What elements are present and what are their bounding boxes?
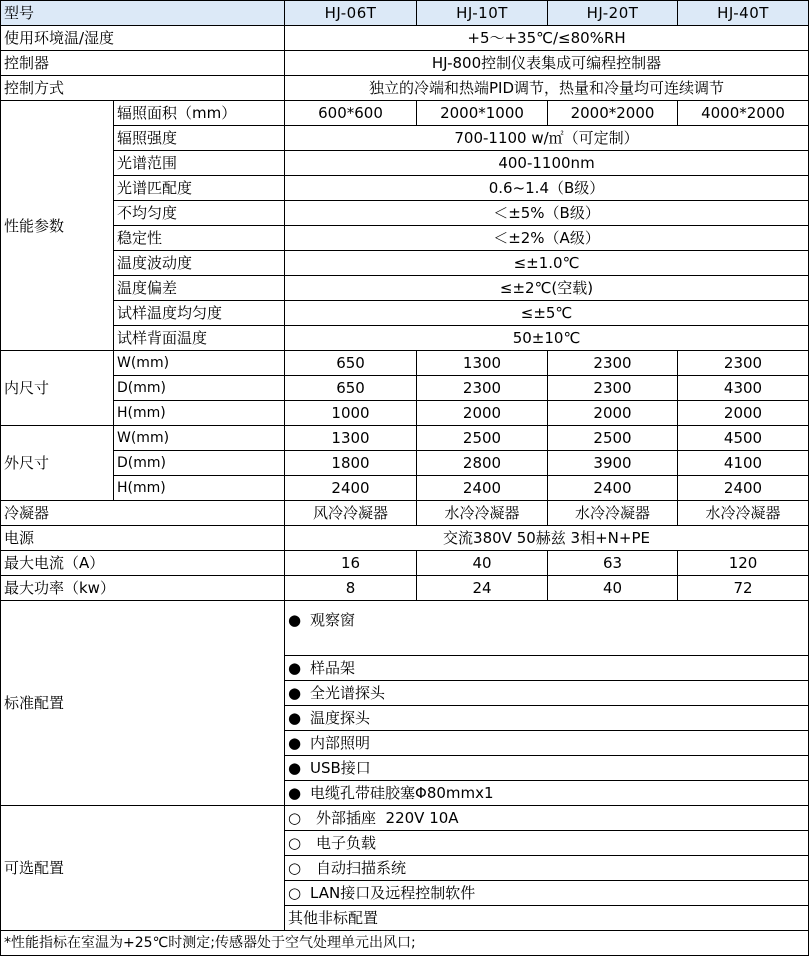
performance-row bbox=[1, 201, 809, 226]
performance-item-value: ≤±1.0℃ bbox=[285, 251, 809, 276]
filled-bullet-icon: ● bbox=[288, 684, 302, 702]
max-power-06t: 8 bbox=[285, 576, 417, 601]
optional-config-text: 外部插座 220V 10A bbox=[316, 809, 459, 827]
standard-config-item bbox=[285, 706, 809, 731]
standard-config-row bbox=[1, 601, 809, 656]
outer-size-row bbox=[1, 426, 809, 451]
dimension-label: W(mm) bbox=[114, 351, 285, 376]
standard-config-text: 温度探头 bbox=[310, 709, 371, 727]
performance-item-value: ≤±2℃(空载) bbox=[285, 276, 809, 301]
performance-item-label: 辐照强度 bbox=[114, 126, 285, 151]
power-supply-label: 电源 bbox=[1, 526, 285, 551]
max-power-10t: 24 bbox=[417, 576, 548, 601]
inner-size-row bbox=[1, 351, 809, 376]
dimension-value: 2400 bbox=[417, 476, 548, 501]
dimension-value: 2800 bbox=[417, 451, 548, 476]
standard-config-item bbox=[285, 781, 809, 806]
control-mode-value: 独立的冷端和热端PID调节，热量和冷量均可连续调节 bbox=[285, 76, 809, 101]
optional-config-item bbox=[285, 856, 809, 881]
standard-config-item bbox=[285, 681, 809, 706]
filled-bullet-icon: ● bbox=[288, 734, 302, 752]
power-supply-row bbox=[1, 526, 809, 551]
performance-item-label: 温度波动度 bbox=[114, 251, 285, 276]
performance-item-value: ＜±2%（A级） bbox=[285, 226, 809, 251]
irradiation-area-row bbox=[1, 101, 809, 126]
model-06t: HJ-06T bbox=[285, 1, 417, 26]
dimension-value: 2300 bbox=[678, 351, 809, 376]
filled-bullet-icon: ● bbox=[288, 709, 302, 727]
performance-item-label: 试样温度均匀度 bbox=[114, 301, 285, 326]
optional-config-item bbox=[285, 831, 809, 856]
dimension-value: 1300 bbox=[417, 351, 548, 376]
max-power-20t: 40 bbox=[548, 576, 678, 601]
dimension-value: 2500 bbox=[417, 426, 548, 451]
performance-item-value: ≤±5℃ bbox=[285, 301, 809, 326]
dimension-value: 2300 bbox=[417, 376, 548, 401]
standard-config-item bbox=[285, 601, 809, 656]
performance-row bbox=[1, 251, 809, 276]
controller-row bbox=[1, 51, 809, 76]
model-20t: HJ-20T bbox=[548, 1, 678, 26]
performance-item-value: 50±10℃ bbox=[285, 326, 809, 351]
dimension-value: 2500 bbox=[548, 426, 678, 451]
model-label: 型号 bbox=[1, 1, 285, 26]
env-row bbox=[1, 26, 809, 51]
performance-item-label: 光谱范围 bbox=[114, 151, 285, 176]
performance-item-label: 稳定性 bbox=[114, 226, 285, 251]
dimension-value: 2000 bbox=[548, 401, 678, 426]
standard-config-text: USB接口 bbox=[310, 759, 371, 777]
optional-config-item bbox=[285, 806, 809, 831]
performance-item-label: 不均匀度 bbox=[114, 201, 285, 226]
max-current-40t: 120 bbox=[678, 551, 809, 576]
standard-config-text: 观察窗 bbox=[310, 611, 356, 629]
dimension-label: W(mm) bbox=[114, 426, 285, 451]
condenser-06t: 风冷冷凝器 bbox=[285, 501, 417, 526]
max-current-10t: 40 bbox=[417, 551, 548, 576]
performance-item-label: 温度偏差 bbox=[114, 276, 285, 301]
optional-config-row bbox=[1, 806, 809, 831]
condenser-20t: 水冷冷凝器 bbox=[548, 501, 678, 526]
dimension-value: 2400 bbox=[548, 476, 678, 501]
performance-row bbox=[1, 176, 809, 201]
dimension-label: D(mm) bbox=[114, 451, 285, 476]
filled-bullet-icon: ● bbox=[288, 784, 302, 802]
outer-size-label: 外尺寸 bbox=[1, 426, 114, 501]
condenser-label: 冷凝器 bbox=[1, 501, 285, 526]
max-current-06t: 16 bbox=[285, 551, 417, 576]
hollow-bullet-icon: ○ bbox=[288, 884, 302, 902]
model-40t: HJ-40T bbox=[678, 1, 809, 26]
performance-row bbox=[1, 301, 809, 326]
inner-size-row bbox=[1, 401, 809, 426]
outer-size-row bbox=[1, 476, 809, 501]
irradiation-area-40t: 4000*2000 bbox=[678, 101, 809, 126]
dimension-value: 3900 bbox=[548, 451, 678, 476]
dimension-value: 2000 bbox=[678, 401, 809, 426]
performance-item-value: 700-1100 w/㎡（可定制） bbox=[285, 126, 809, 151]
footnote: *性能指标在室温为+25℃时测定;传感器处于空气处理单元出风口; bbox=[1, 931, 809, 956]
dimension-value: 2400 bbox=[285, 476, 417, 501]
env-value: +5～+35℃/≤80%RH bbox=[285, 26, 809, 51]
optional-config-item bbox=[285, 881, 809, 906]
hollow-bullet-icon: ○ bbox=[288, 859, 302, 877]
controller-label: 控制器 bbox=[1, 51, 285, 76]
dimension-value: 4300 bbox=[678, 376, 809, 401]
standard-config-item bbox=[285, 756, 809, 781]
performance-row bbox=[1, 226, 809, 251]
max-power-40t: 72 bbox=[678, 576, 809, 601]
condenser-40t: 水冷冷凝器 bbox=[678, 501, 809, 526]
max-current-row bbox=[1, 551, 809, 576]
optional-config-text: 电子负载 bbox=[316, 834, 377, 852]
outer-size-row bbox=[1, 451, 809, 476]
performance-row bbox=[1, 126, 809, 151]
standard-config-text: 样品架 bbox=[310, 659, 356, 677]
performance-item-label: 光谱匹配度 bbox=[114, 176, 285, 201]
standard-config-label: 标准配置 bbox=[1, 601, 285, 806]
irradiation-area-20t: 2000*2000 bbox=[548, 101, 678, 126]
performance-item-label: 试样背面温度 bbox=[114, 326, 285, 351]
inner-size-label: 内尺寸 bbox=[1, 351, 114, 426]
optional-config-text: 自动扫描系统 bbox=[316, 859, 407, 877]
footnote-row bbox=[1, 931, 809, 956]
max-current-20t: 63 bbox=[548, 551, 678, 576]
dimension-value: 650 bbox=[285, 376, 417, 401]
filled-bullet-icon: ● bbox=[288, 611, 302, 629]
dimension-value: 2000 bbox=[417, 401, 548, 426]
irradiation-area-10t: 2000*1000 bbox=[417, 101, 548, 126]
irradiation-area-06t: 600*600 bbox=[285, 101, 417, 126]
performance-item-value: 0.6~1.4（B级） bbox=[285, 176, 809, 201]
dimension-value: 4100 bbox=[678, 451, 809, 476]
control-mode-row bbox=[1, 76, 809, 101]
performance-row bbox=[1, 326, 809, 351]
inner-size-row bbox=[1, 376, 809, 401]
dimension-value: 4500 bbox=[678, 426, 809, 451]
dimension-value: 650 bbox=[285, 351, 417, 376]
model-10t: HJ-10T bbox=[417, 1, 548, 26]
optional-config-text: LAN接口及远程控制软件 bbox=[310, 884, 476, 902]
standard-config-item bbox=[285, 656, 809, 681]
condenser-row bbox=[1, 501, 809, 526]
dimension-value: 2400 bbox=[678, 476, 809, 501]
max-power-label: 最大功率（kw） bbox=[1, 576, 285, 601]
env-label: 使用环境温/湿度 bbox=[1, 26, 285, 51]
max-power-row bbox=[1, 576, 809, 601]
optional-config-other: 其他非标配置 bbox=[285, 906, 809, 931]
performance-row bbox=[1, 151, 809, 176]
optional-config-label: 可选配置 bbox=[1, 806, 285, 931]
standard-config-text: 电缆孔带硅胶塞Φ80mmx1 bbox=[310, 784, 494, 802]
dimension-label: H(mm) bbox=[114, 476, 285, 501]
dimension-value: 1000 bbox=[285, 401, 417, 426]
filled-bullet-icon: ● bbox=[288, 659, 302, 677]
header-row bbox=[1, 1, 809, 26]
standard-config-text: 内部照明 bbox=[310, 734, 371, 752]
power-supply-value: 交流380V 50赫兹 3相+N+PE bbox=[285, 526, 809, 551]
filled-bullet-icon: ● bbox=[288, 759, 302, 777]
max-current-label: 最大电流（A） bbox=[1, 551, 285, 576]
dimension-label: H(mm) bbox=[114, 401, 285, 426]
hollow-bullet-icon: ○ bbox=[288, 809, 302, 827]
standard-config-item bbox=[285, 731, 809, 756]
hollow-bullet-icon: ○ bbox=[288, 834, 302, 852]
performance-label: 性能参数 bbox=[1, 101, 114, 351]
irradiation-area-label: 辐照面积（mm） bbox=[114, 101, 285, 126]
performance-item-value: ＜±5%（B级） bbox=[285, 201, 809, 226]
control-mode-label: 控制方式 bbox=[1, 76, 285, 101]
condenser-10t: 水冷冷凝器 bbox=[417, 501, 548, 526]
dimension-value: 1800 bbox=[285, 451, 417, 476]
performance-item-value: 400-1100nm bbox=[285, 151, 809, 176]
dimension-value: 2300 bbox=[548, 351, 678, 376]
standard-config-text: 全光谱探头 bbox=[310, 684, 386, 702]
dimension-label: D(mm) bbox=[114, 376, 285, 401]
dimension-value: 1300 bbox=[285, 426, 417, 451]
performance-row bbox=[1, 276, 809, 301]
dimension-value: 2300 bbox=[548, 376, 678, 401]
controller-value: HJ-800控制仪表集成可编程控制器 bbox=[285, 51, 809, 76]
